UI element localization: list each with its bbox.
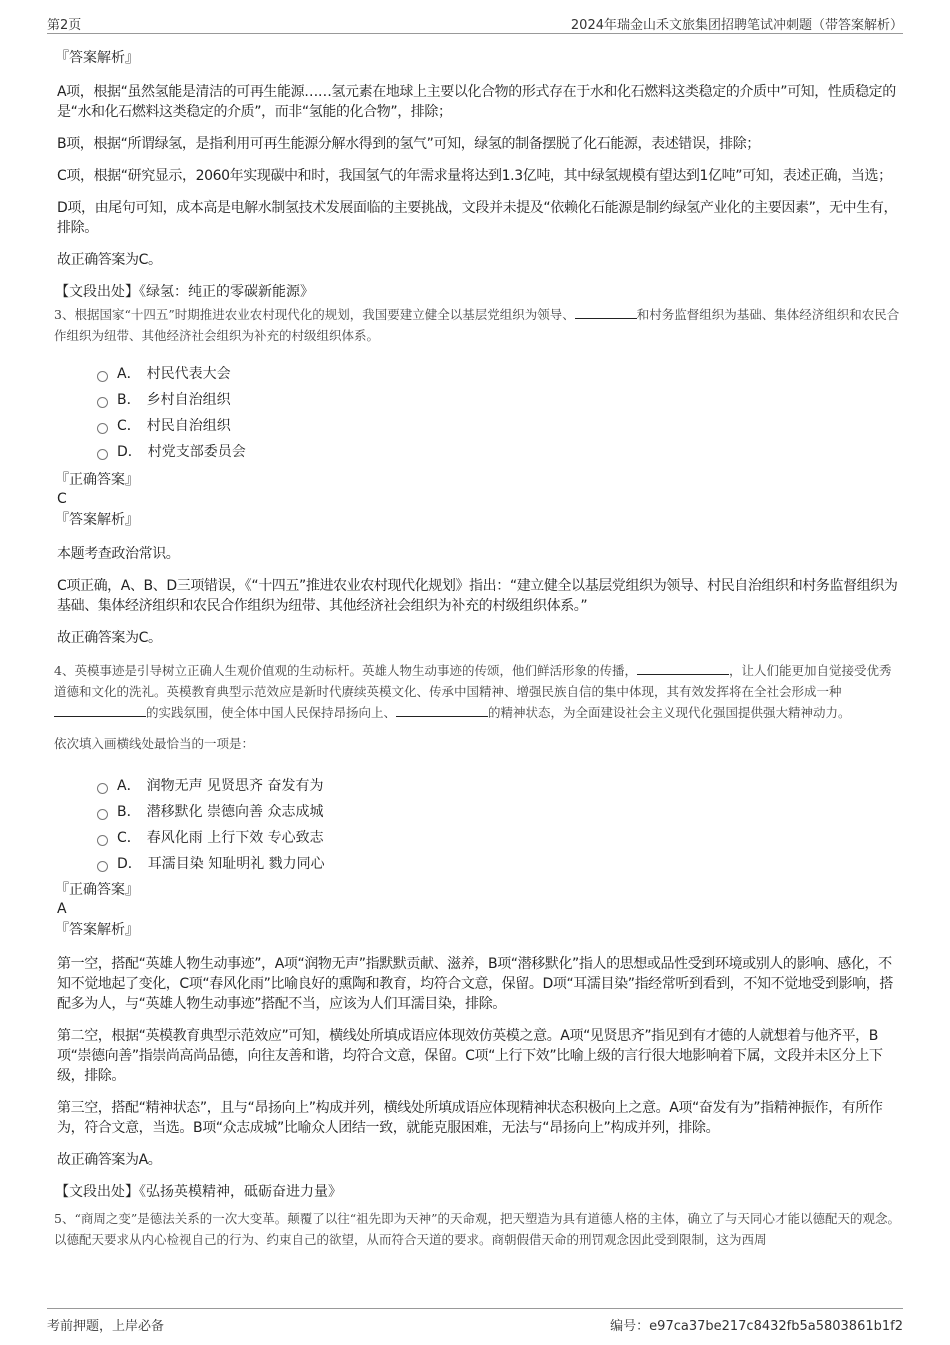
analysis-paragraph: C项，根据“研究显示，2060年实现碳中和时，我国氢气的年需求量将达到1.3亿吨，其中绿氢规模有望达到1亿吨”可知，表述正确，当选；	[57, 168, 892, 184]
document-id: 编号：e97ca37be217c8432fb5a5803861b1f2	[610, 1319, 903, 1334]
analysis-paragraph: 第二空，根据“英模教育典型示范效应”可知，横线处所填成语应体现效仿英模之意。A项“见贤思齐”指见到有才德的人就想着与他齐平，B项“崇德向善”指崇尚高尚品德，向往友善和谐，均符合文意，保留。C项“上行下效”比喻上级的言行很大地影响着下属，文段并未区分上下级，排除。	[57, 1028, 883, 1084]
correct-answer: A	[57, 901, 67, 917]
conclusion: 故正确答案为C。	[57, 252, 162, 268]
source-citation: 【文段出处】《绿氢：纯正的零碳新能源》	[55, 284, 314, 300]
analysis-paragraph: 第一空，搭配“英雄人物生动事迹”，A项“润物无声”指默默贡献、滋养，B项“潜移默化”指人的思想或品性受到环境或别人的影响、感化，不知不觉地起了变化，C项“春风化雨”比喻良好的熏陶和教育，均符合文意，保留。D项“耳濡目染”指经常听到看到，不知不觉地受到影响，搭配多为人，与“英雄人物生动事迹”搭配不当，应该为人们耳濡目染，排除。	[57, 956, 893, 1012]
fill-blank	[637, 663, 729, 675]
analysis-paragraph: 第三空，搭配“精神状态”，且与“昂扬向上”构成并列，横线处所填成语应体现精神状态积极向上之意。A项“奋发有为”指精神振作，有所作为，符合文意，当选。B项“众志成城”比喻众人团结一致，就能克服困难，无法与“昂扬向上”构成并列，排除。	[57, 1100, 883, 1136]
option-b[interactable]: B． 潜移默化 崇德向善 众志成城	[97, 798, 903, 824]
option-a[interactable]: A． 润物无声 见贤思齐 奋发有为	[97, 772, 903, 798]
analysis-label: 『答案解析』	[55, 512, 139, 528]
option-c[interactable]: C． 春风化雨 上行下效 专心致志	[97, 824, 903, 850]
option-a[interactable]: A． 村民代表大会	[97, 360, 903, 386]
page-header	[47, 10, 903, 34]
radio-icon[interactable]	[97, 449, 108, 460]
radio-icon[interactable]	[97, 835, 108, 846]
footer-slogan: 考前押题，上岸必备	[47, 1319, 165, 1334]
analysis-paragraph: C项正确，A、B、D三项错误，《“十四五”推进农业农村现代化规划》指出：“建立健全以基层党组织为领导、村民自治组织和村务监督组织为基础、集体经济组织和农民合作组织为纽带、其他经济社会组织为补充的村级组织体系。”	[57, 578, 898, 614]
analysis-label: 『答案解析』	[55, 50, 139, 66]
source-citation: 【文段出处】《弘扬英模精神，砥砺奋进力量》	[55, 1184, 342, 1200]
option-d[interactable]: D． 耳濡目染 知耻明礼 戮力同心	[97, 850, 903, 876]
correct-answer-label: 『正确答案』	[55, 882, 139, 898]
analysis-label: 『答案解析』	[55, 922, 139, 938]
page-footer	[47, 1308, 903, 1334]
option-b[interactable]: B． 乡村自治组织	[97, 386, 903, 412]
option-list	[97, 772, 903, 876]
option-d[interactable]: D． 村党支部委员会	[97, 438, 903, 464]
page-number: 第2页	[47, 18, 82, 33]
radio-icon[interactable]	[97, 371, 108, 382]
option-c[interactable]: C． 村民自治组织	[97, 412, 903, 438]
option-list	[97, 360, 903, 464]
question-stem: 5、“商周之变”是德法关系的一次大变革。颠覆了以往“祖先即为天神”的天命观，把天塑造为具有道德人格的主体，确立了与天同心才能以德配天的观念。以德配天要求从内心检视自己的行为、约束自己的欲望，从而符合天道的要求。商朝假借天命的刑罚观念因此受到限制，这为西周	[54, 1211, 901, 1247]
fill-blank	[54, 705, 146, 717]
document-body	[54, 42, 903, 1250]
analysis-paragraph: D项，由尾句可知，成本高是电解水制氢技术发展面临的主要挑战，文段并未提及“依赖化石能源是制约绿氢产业化的主要因素”，无中生有，排除。	[57, 200, 898, 236]
question-instruction: 依次填入画横线处最恰当的一项是：	[54, 736, 255, 751]
conclusion: 故正确答案为C。	[57, 630, 162, 646]
conclusion: 故正确答案为A。	[57, 1152, 162, 1168]
fill-blank	[575, 307, 637, 319]
analysis-paragraph: 本题考查政治常识。	[57, 546, 180, 562]
analysis-paragraph: B项，根据“所谓绿氢，是指利用可再生能源分解水得到的氢气”可知，绿氢的制备摆脱了化石能源，表述错误，排除；	[57, 136, 760, 152]
correct-answer: C	[57, 491, 67, 507]
radio-icon[interactable]	[97, 423, 108, 434]
analysis-paragraph: A项，根据“虽然氢能是清洁的可再生能源……氢元素在地球上主要以化合物的形式存在于水和化石燃料这类稳定的介质中”可知，性质稳定的是“水和化石燃料这类稳定的介质”，而非“氢能的化合物”，排除；	[57, 84, 896, 120]
fill-blank	[396, 705, 488, 717]
document-title: 2024年瑞金山禾文旅集团招聘笔试冲刺题（带答案解析）	[570, 18, 903, 33]
correct-answer-label: 『正确答案』	[55, 472, 139, 488]
question-stem: 4、英模事迹是引导树立正确人生观价值观的生动标杆。英雄人物生动事迹的传颂，他们鲜活形象的传播， ，让人们能更加自觉接受优秀道德和文化的洗礼。英模教育典型示范效应是新时代赓续英模文化、传承中国精神、增强民族自信的集中体现，其有效发挥将在全社会形成一种的实践氛围，使全体中国人民保持昂扬向上、 的精神状态，为全面建设社会主义现代化强国提供强大精神动力。	[54, 663, 892, 720]
radio-icon[interactable]	[97, 783, 108, 794]
question-stem: 3、根据国家“十四五”时期推进农业农村现代化的规划，我国要建立健全以基层党组织为领导、 和村务监督组织为基础、集体经济组织和农民合作组织为纽带、其他经济社会组织为补充的村级组织体系。	[54, 307, 900, 343]
radio-icon[interactable]	[97, 397, 108, 408]
radio-icon[interactable]	[97, 809, 108, 820]
radio-icon[interactable]	[97, 861, 108, 872]
